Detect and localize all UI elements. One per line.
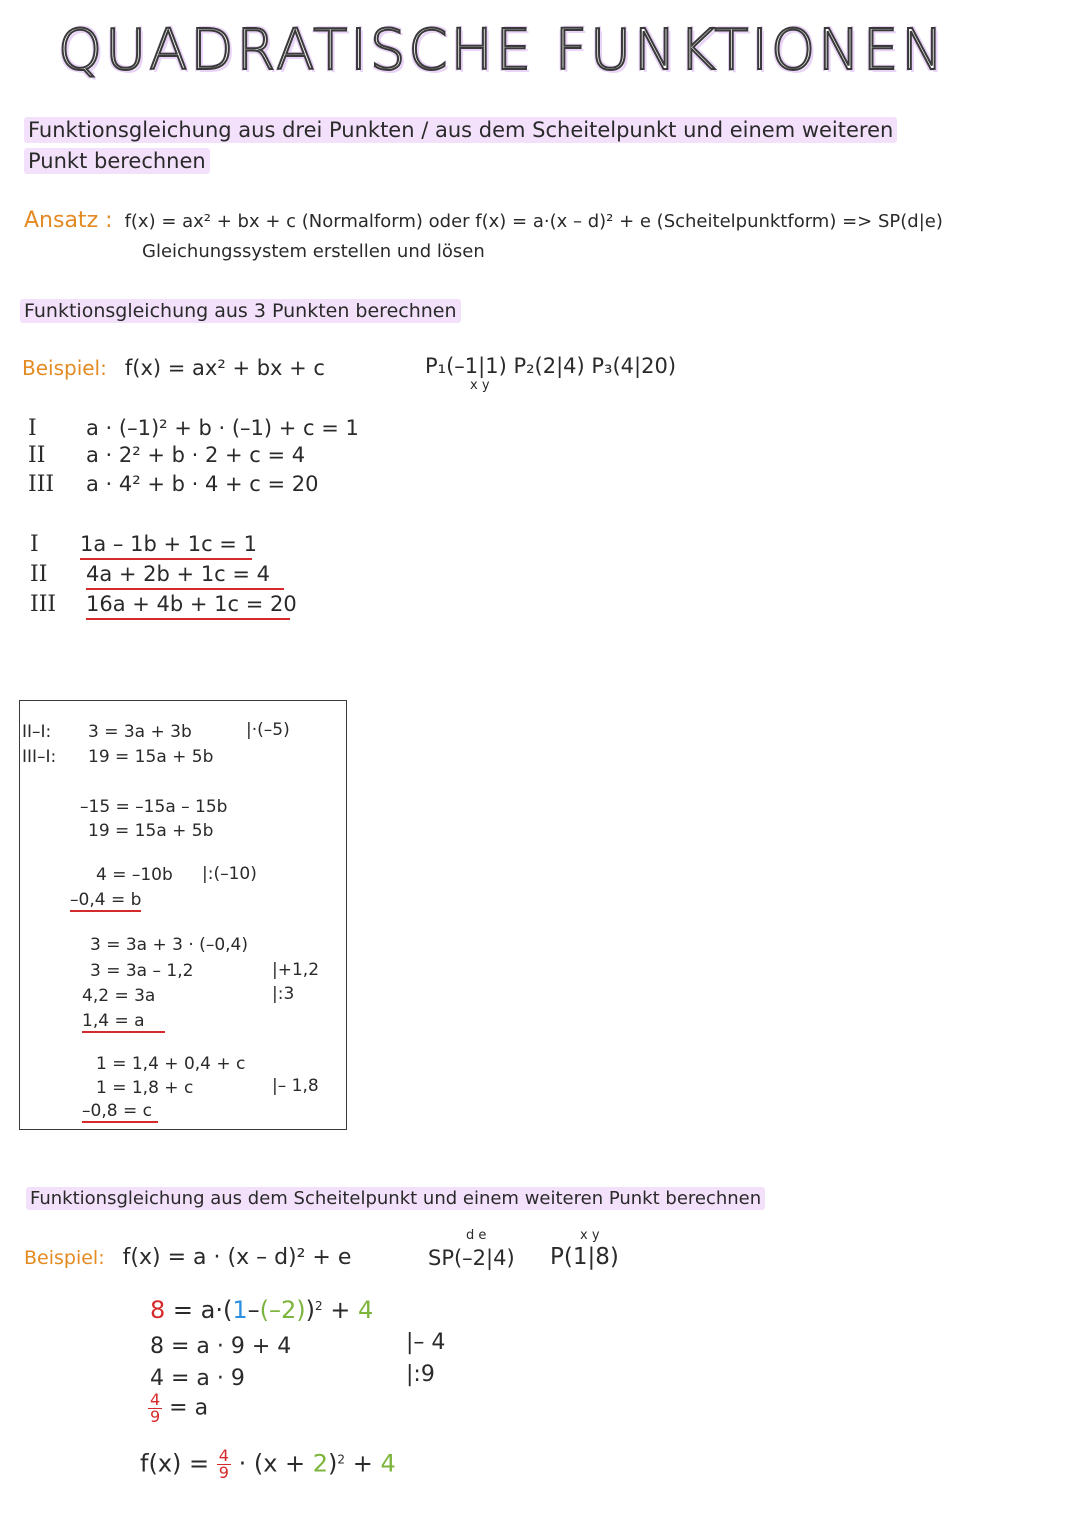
box-result-b: –0,4 = b <box>70 890 142 910</box>
page-title: QUADRATISCHE FUNKTIONEN <box>58 18 947 83</box>
system2-eq-1: 1a – 1b + 1c = 1 <box>80 532 257 556</box>
box-eq-2: 19 = 15a + 5b <box>88 747 214 767</box>
system1-eq-2: a · 2² + b · 2 + c = 4 <box>86 443 306 467</box>
solution-op-2: |– 4 <box>406 1330 446 1355</box>
system2-underline-1 <box>80 558 252 560</box>
system1-eq-1: a · (–1)² + b · (–1) + c = 1 <box>86 416 359 440</box>
ansatz-label: Ansatz : <box>24 208 113 233</box>
system2-num-2: II <box>30 562 48 587</box>
box-eq-7: 3 = 3a + 3 · (–0,4) <box>90 935 248 955</box>
box-eq-8: 3 = 3a – 1,2 <box>90 961 194 981</box>
ansatz-row <box>24 208 943 233</box>
example2-xy-label: x y <box>580 1228 600 1243</box>
example2-de-label: d e <box>466 1228 487 1243</box>
box-op-9: |:3 <box>272 984 295 1004</box>
system1-num-2: II <box>28 443 46 468</box>
ansatz-formula: f(x) = ax² + bx + c (Normalform) oder f(x) = a·(x – d)² + e (Scheitelpunktform) => SP(d|e) <box>124 211 943 232</box>
solution-result-fraction: $\frac{4}{9}$ <box>218 1446 229 1482</box>
box-eq-4: 19 = 15a + 5b <box>88 821 214 841</box>
box-op-12: |– 1,8 <box>272 1076 319 1096</box>
system1-eq-3: a · 4² + b · 4 + c = 20 <box>86 472 319 496</box>
section2-heading: Funktionsgleichung aus dem Scheitelpunkt und einem weiteren Punkt berechnen <box>26 1188 765 1209</box>
box-label-2: III–I: <box>22 747 57 767</box>
system2-num-3: III <box>30 592 57 617</box>
example1-row <box>22 356 325 380</box>
box-op-1: |·(–5) <box>246 720 290 740</box>
box-eq-12: 1 = 1,8 + c <box>96 1078 194 1098</box>
solution-step-4-fraction: $\frac{4}{9}$ <box>150 1390 161 1426</box>
box-label-1: II–I: <box>22 722 52 742</box>
example1-label: Beispiel: <box>22 356 107 380</box>
box-eq-11: 1 = 1,4 + 0,4 + c <box>96 1054 246 1074</box>
solution-step-4: $\frac{4}{9}$ = a <box>150 1390 209 1426</box>
system2-eq-2: 4a + 2b + 1c = 4 <box>86 562 271 586</box>
box-op-5: |:(–10) <box>202 864 257 884</box>
solution-step-2: 8 = a · 9 + 4 <box>150 1334 292 1359</box>
box-eq-3: –15 = –15a – 15b <box>80 797 228 817</box>
box-result-a: 1,4 = a <box>82 1011 165 1033</box>
intro-line-1: Funktionsgleichung aus drei Punkten / aus dem Scheitelpunkt und einem weiteren <box>24 118 897 142</box>
example1-points: P₁(–1|1) P₂(2|4) P₃(4|20) <box>425 354 677 378</box>
solution-step-3: 4 = a · 9 <box>150 1366 245 1391</box>
system2-underline-3 <box>86 618 290 620</box>
system2-underline-2 <box>86 588 284 590</box>
example2-row <box>24 1245 351 1270</box>
solution-result: f(x) = $\frac{4}{9}$ · $(x + 2)^2 + 4$ <box>140 1446 396 1482</box>
box-eq-1: 3 = 3a + 3b <box>88 722 192 742</box>
ansatz-line-2: Gleichungssystem erstellen und lösen <box>142 241 485 262</box>
system1-num-1: I <box>28 416 37 441</box>
example2-vertex: SP(–2|4) <box>428 1246 515 1270</box>
solution-op-3: |:9 <box>406 1362 435 1387</box>
box-eq-9: 4,2 = 3a <box>82 986 156 1006</box>
example2-point: P(1|8) <box>550 1244 619 1270</box>
section1-heading: Funktionsgleichung aus 3 Punkten berechnen <box>20 300 461 322</box>
example1-function: f(x) = ax² + bx + c <box>124 356 325 380</box>
box-op-8: |+1,2 <box>272 960 320 980</box>
system1-num-3: III <box>28 472 55 497</box>
solution-step-1-y: 8 <box>150 1296 166 1324</box>
system2-num-1: I <box>30 532 39 557</box>
solution-step-1: $8 = a\cdot(1-(-2))^2 + 4$ <box>150 1296 374 1324</box>
example1-xy-label: x y <box>470 378 490 393</box>
example2-function: f(x) = a · (x – d)² + e <box>122 1245 352 1270</box>
system2-eq-3: 16a + 4b + 1c = 20 <box>86 592 297 616</box>
example2-label: Beispiel: <box>24 1247 105 1269</box>
intro-line-2: Punkt berechnen <box>24 149 210 173</box>
box-eq-5: 4 = –10b <box>96 865 173 885</box>
box-result-c: –0,8 = c <box>82 1101 158 1123</box>
